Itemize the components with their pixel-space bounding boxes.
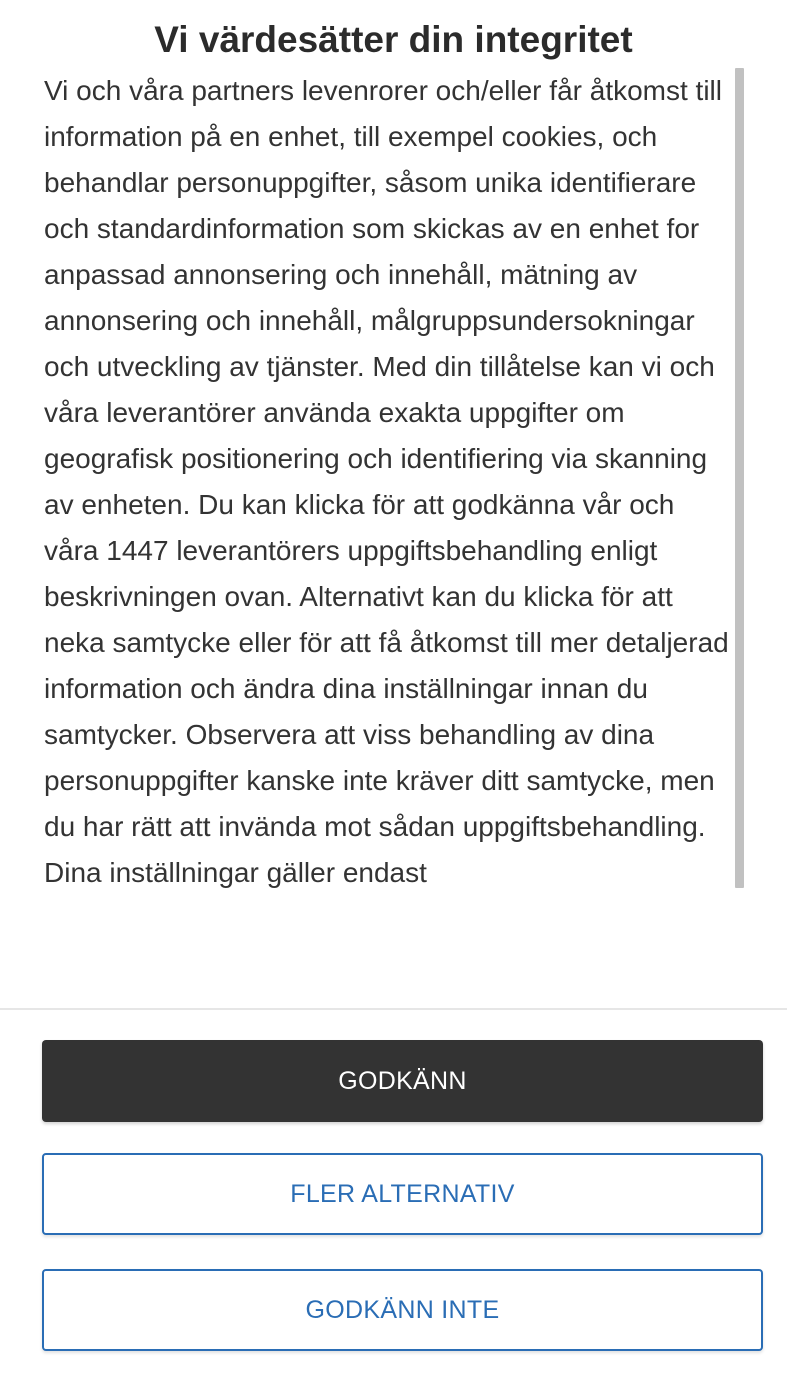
consent-body-text: Vi och våra partners levenrorer och/eller får åtkomst till information på en enhet, till exempel cookies, och behandlar personuppgifter, såsom unika identifierare och standardinformation som skickas av en enhet for anpassad annonsering och innehåll, mätning av annonsering och innehåll, målgruppsundersokningar och utveckling av tjänster. Med din tillåtelse kan vi och våra leverantörer använda exakta uppgifter om geografisk positionering och identifiering via skanning av enheten. Du kan klicka för att godkänna vår och våra 1447 leverantörers uppgiftsbehandling enligt beskrivningen ovan. Alternativt kan du klicka för att neka samtycke eller för att få åtkomst till mer detaljerad information och ändra dina inställningar innan du samtycker. Observera att viss behandling av dina personuppgifter kanske inte kräver ditt samtycke, men du har rätt att invända mot sådan uppgiftsbehandling. Dina inställningar gäller endast [44,75,729,888]
divider [0,1008,787,1010]
reject-button[interactable]: GODKÄNN INTE [42,1269,763,1351]
scrollbar[interactable] [735,68,744,888]
more-options-button[interactable]: FLER ALTERNATIV [42,1153,763,1235]
consent-text-scroll-area[interactable] [44,68,744,1008]
dialog-title: Vi värdesätter din integritet [154,19,633,60]
accept-button[interactable]: GODKÄNN [42,1040,763,1122]
scrollbar-thumb[interactable] [735,68,744,888]
text-fade-overlay [44,908,744,1008]
